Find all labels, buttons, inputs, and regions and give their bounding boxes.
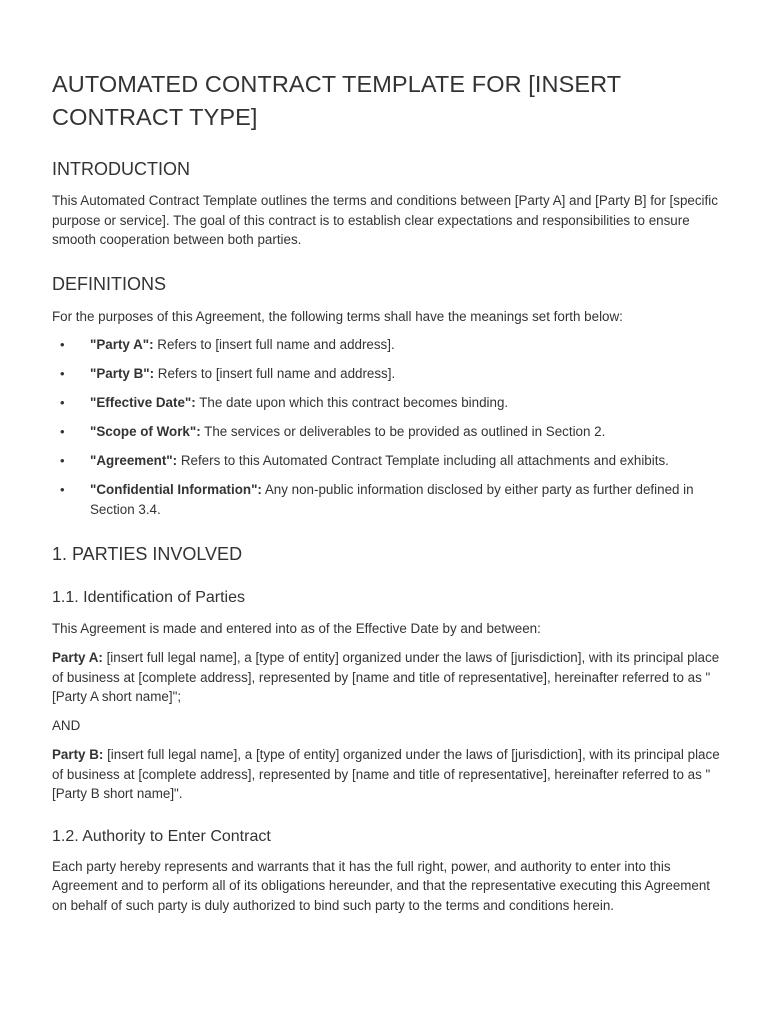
party-a-label: Party A:: [52, 650, 103, 665]
bullet-icon: •: [60, 337, 65, 352]
document-title: AUTOMATED CONTRACT TEMPLATE FOR [INSERT CONTRACT TYPE]: [52, 71, 621, 130]
definition-term: "Scope of Work":: [90, 424, 201, 439]
definition-text: The date upon which this contract becomes binding.: [195, 395, 509, 410]
introduction-heading: INTRODUCTION: [52, 159, 190, 179]
section-1-1-heading: 1.1. Identification of Parties: [52, 589, 245, 606]
bullet-icon: •: [60, 424, 65, 439]
bullet-icon: •: [60, 395, 65, 410]
definition-item-confidential-information: [52, 480, 724, 519]
definition-text: Refers to [insert full name and address].: [154, 366, 396, 381]
bullet-icon: •: [60, 482, 65, 497]
definition-item-party-a: [52, 335, 724, 355]
definition-term: "Party A":: [90, 337, 154, 352]
document-page: [52, 68, 724, 915]
definition-item-effective-date: [52, 393, 724, 413]
definition-text: The services or deliverables to be provided as outlined in Section 2.: [200, 424, 606, 439]
definition-item-party-b: [52, 364, 724, 384]
bullet-icon: •: [60, 453, 65, 468]
definition-term: "Effective Date":: [90, 395, 196, 410]
definition-term: "Confidential Information":: [90, 482, 262, 497]
definitions-heading: DEFINITIONS: [52, 273, 167, 294]
definition-item-agreement: [52, 451, 724, 471]
definition-text: Refers to [insert full name and address].: [153, 337, 395, 352]
party-b-label: Party B:: [52, 747, 104, 762]
bullet-icon: •: [60, 366, 65, 381]
section-1-2-heading: 1.2. Authority to Enter Contract: [52, 827, 271, 845]
party-a-text: [insert full legal name], a [type of entity] organized under the laws of [jurisdiction], with its principal place of business at [complete address], represented by [name and title of representative], hereinafter referred to as "[Party A short name]";: [52, 650, 720, 704]
definition-item-scope-of-work: [52, 422, 724, 442]
party-b-text: [insert full legal name], a [type of entity] organized under the laws of [jurisdiction], with its principal place of business at [complete address], represented by [name and title of representative], hereinafter referred to as "[Party B short name]".: [52, 747, 720, 801]
definition-term: "Agreement":: [90, 453, 178, 468]
definition-text: Any non-public information disclosed by either party as further defined in Section 3.4.: [90, 482, 694, 517]
definition-term: "Party B":: [90, 366, 155, 381]
party-b-paragraph: [52, 745, 724, 804]
definitions-list: [52, 335, 724, 519]
party-a-paragraph: [52, 648, 724, 707]
definitions-intro: For the purposes of this Agreement, the following terms shall have the meanings set forth below:: [52, 308, 623, 324]
definition-text: Refers to this Automated Contract Template including all attachments and exhibits.: [177, 453, 669, 468]
section-1-heading: 1. PARTIES INVOLVED: [52, 544, 243, 564]
and-separator: AND: [52, 718, 81, 733]
section-1-2-text: Each party hereby represents and warrants that it has the full right, power, and authority to enter into this Agreement and to perform all of its obligations hereunder, and that the representative executing this Agreement on behalf of such party is duly authorized to bind such party to the terms and conditions herein.: [52, 858, 711, 913]
section-1-1-intro: This Agreement is made and entered into as of the Effective Date by and between:: [52, 621, 541, 636]
introduction-text: This Automated Contract Template outlines the terms and conditions between [Party A] and [Party B] for [specific purpose or service]. The goal of this contract is to establish clear expectations and responsibilities to ensure smooth cooperation between both parties.: [52, 193, 718, 247]
